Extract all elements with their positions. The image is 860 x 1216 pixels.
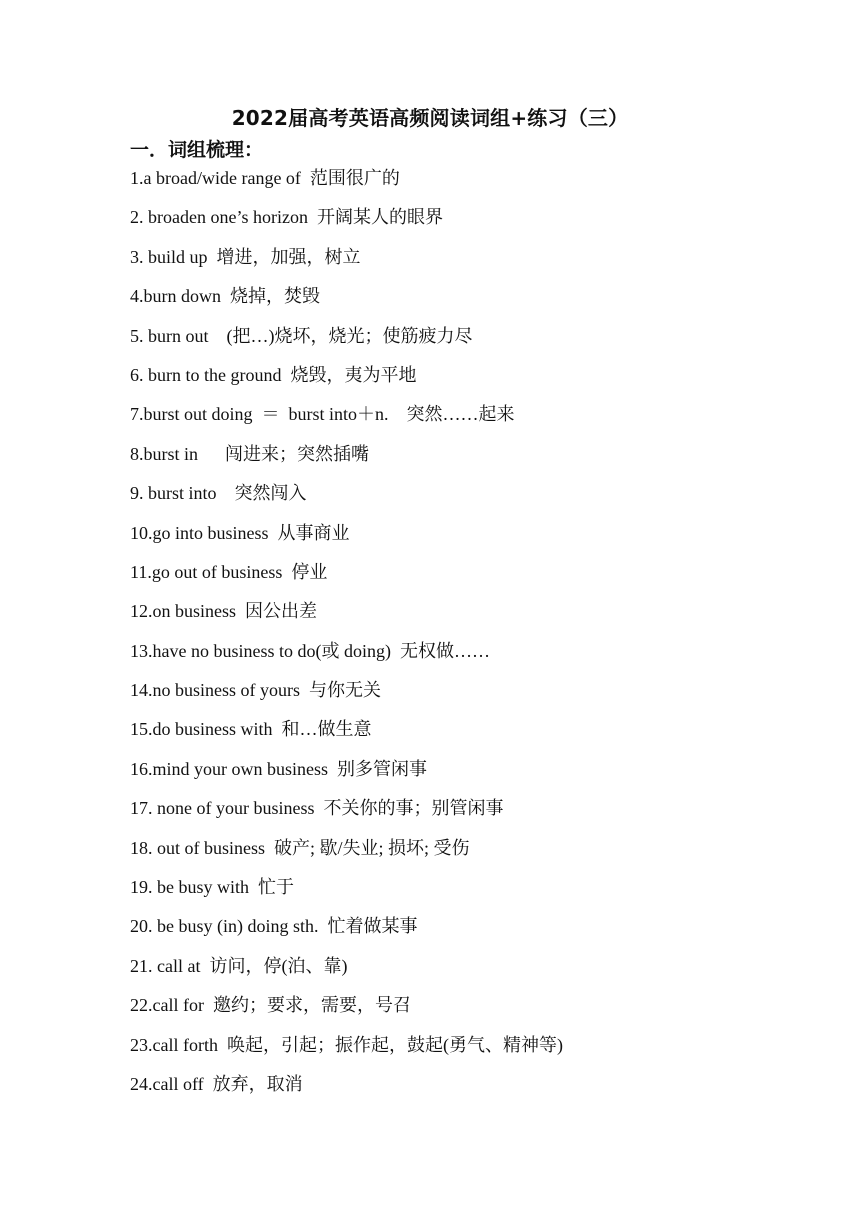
phrase-entry: 21. call at 访问，停(泊、靠) [130, 955, 348, 976]
phrase-entry: 19. be busy with 忙于 [130, 877, 294, 898]
phrase-entry: 9. burst into 突然闯入 [130, 483, 307, 504]
phrase-entry: 22.call for 邀约；要求，需要，号召 [130, 995, 411, 1016]
phrase-entry: 12.on business 因公出差 [130, 601, 318, 622]
phrase-entry: 18. out of business 破产; 歇/失业; 损坏; 受伤 [130, 837, 470, 858]
document-title: 2022届高考英语高频阅读词组+练习（三） [231, 106, 629, 130]
phrase-entry: 5. burn out (把…)烧坏，烧光；使筋疲力尽 [130, 325, 473, 346]
phrase-entry: 15.do business with 和…做生意 [130, 719, 372, 740]
phrase-entry: 24.call off 放弃，取消 [130, 1073, 303, 1094]
phrase-entry: 10.go into business 从事商业 [130, 522, 350, 543]
phrase-list [130, 164, 790, 1109]
phrase-entry: 1.a broad/wide range of 范围很广的 [130, 168, 400, 188]
phrase-entry: 4.burn down 烧掉，焚毁 [130, 286, 320, 307]
phrase-entry: 13.have no business to do(或 doing) 无权做…… [130, 640, 490, 661]
phrase-entry: 20. be busy (in) doing sth. 忙着做某事 [130, 916, 418, 937]
phrase-entry: 11.go out of business 停业 [130, 561, 328, 582]
section-heading: 一．词组梳理： [130, 139, 264, 161]
phrase-entry: 14.no business of yours 与你无关 [130, 680, 381, 701]
phrase-entry: 8.burst in 闯进来；突然插嘴 [130, 443, 370, 464]
phrase-entry: 3. build up 增进，加强，树立 [130, 246, 361, 267]
phrase-entry: 23.call forth 唤起，引起；振作起，鼓起(勇气、精神等) [130, 1034, 563, 1055]
phrase-entry: 2. broaden one’s horizon 开阔某人的眼界 [130, 207, 443, 228]
phrase-entry: 17. none of your business 不关你的事；别管闲事 [130, 798, 504, 819]
phrase-entry: 6. burn to the ground 烧毁，夷为平地 [130, 364, 417, 385]
phrase-entry: 7.burst out doing ＝ burst into＋n. 突然……起来 [130, 404, 515, 425]
phrase-entry: 16.mind your own business 别多管闲事 [130, 758, 427, 779]
